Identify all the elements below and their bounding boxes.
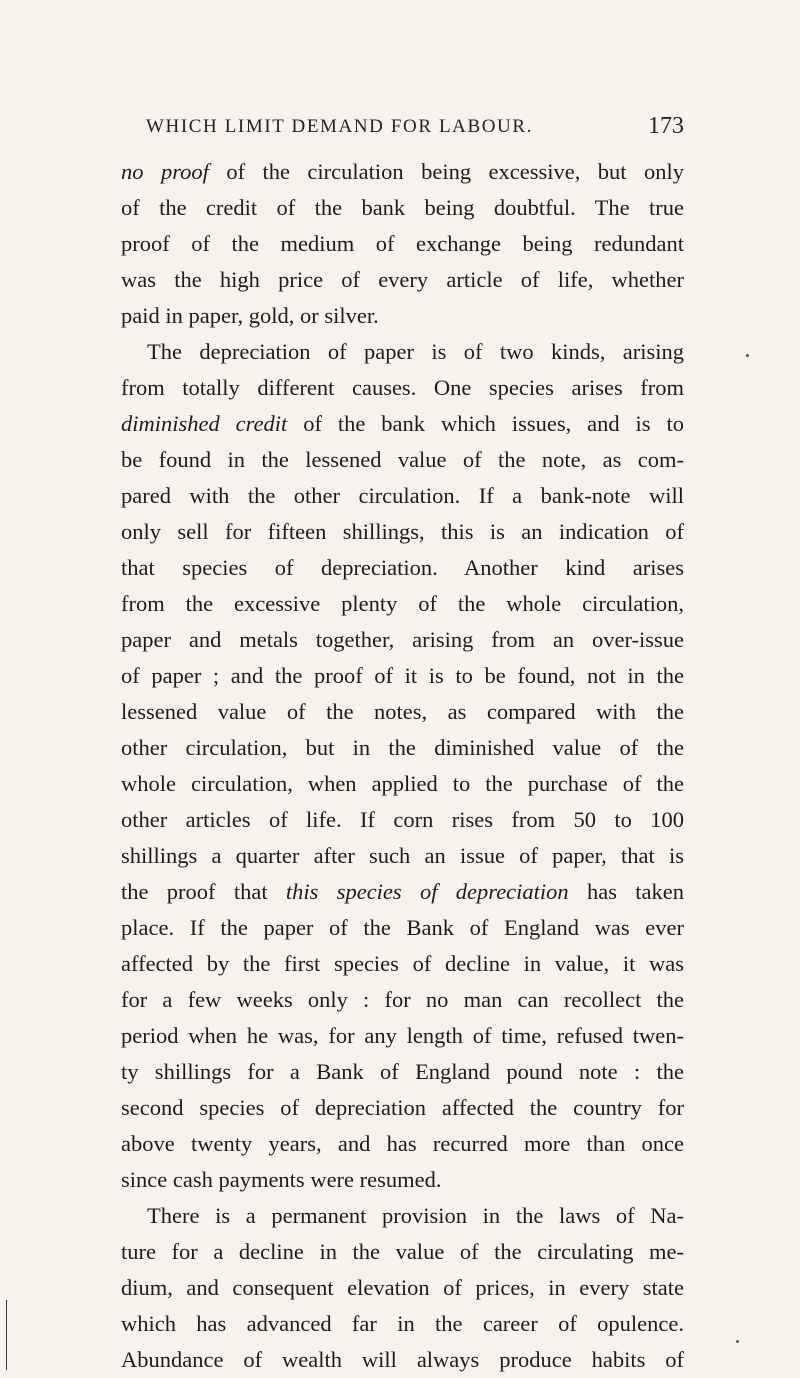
text-line: Abundance of wealth will always produce habits of	[121, 1347, 684, 1372]
text-line: lessened value of the notes, as compared with the	[121, 699, 684, 724]
text-line: affected by the first species of decline in value, it was	[121, 951, 684, 976]
text-line: ty shillings for a Bank of England pound note : the	[121, 1059, 684, 1084]
text-line: period when he was, for any length of time, refused twen-	[121, 1023, 684, 1048]
text-line: pared with the other circulation. If a bank-note will	[121, 483, 684, 508]
text-line: whole circulation, when applied to the purchase of the	[121, 771, 684, 796]
text-span: the proof that	[121, 879, 286, 904]
paragraph-start: The depreciation of paper is of two kinds, arising	[147, 339, 684, 364]
text-line: second species of depreciation affected the country for	[121, 1095, 684, 1120]
text-line: which has advanced far in the career of opulence.	[121, 1311, 684, 1336]
italic-phrase: diminished credit	[121, 411, 288, 436]
text-line: dium, and consequent elevation of prices, in every state	[121, 1275, 684, 1300]
text-line: for a few weeks only : for no man can recollect the	[121, 987, 684, 1012]
paragraph-start: There is a permanent provision in the laws of Na-	[147, 1203, 684, 1228]
text-line: shillings a quarter after such an issue of paper, that is	[121, 843, 684, 868]
text-line: ture for a decline in the value of the circulating me-	[121, 1239, 684, 1264]
text-line: only sell for fifteen shillings, this is an indication of	[121, 519, 684, 544]
page-number: 173	[648, 113, 684, 139]
text-line: of the credit of the bank being doubtful. The true	[121, 195, 684, 220]
text-line: paper and metals together, arising from an over-issue	[121, 627, 684, 652]
text-span: of the circulation being excessive, but only	[208, 159, 684, 184]
text-line: proof of the medium of exchange being redundant	[121, 231, 684, 256]
body-text	[121, 154, 684, 1378]
text-line: from the excessive plenty of the whole circulation,	[121, 591, 684, 616]
text-line	[121, 406, 684, 442]
running-head	[146, 113, 684, 146]
running-title: WHICH LIMIT DEMAND FOR LABOUR.	[146, 116, 534, 137]
text-line: above twenty years, and has recurred more than once	[121, 1131, 684, 1156]
italic-phrase: no proof	[121, 159, 209, 184]
text-line: of paper ; and the proof of it is to be found, not in the	[121, 663, 684, 688]
text-line: that species of depreciation. Another kind arises	[121, 555, 684, 580]
page-edge-mark	[6, 1300, 7, 1370]
text-line: since cash payments were resumed.	[121, 1167, 442, 1192]
text-line: from totally different causes. One species arises from	[121, 375, 684, 400]
text-line: place. If the paper of the Bank of England was ever	[121, 915, 684, 940]
paper-speck	[736, 1340, 739, 1343]
text-span: of the bank which issues, and is to	[287, 411, 684, 436]
text-line: be found in the lessened value of the note, as com-	[121, 447, 684, 472]
text-line	[121, 874, 684, 910]
text-line	[121, 154, 684, 190]
text-span: has taken	[568, 879, 685, 904]
text-line: was the high price of every article of life, whether	[121, 267, 684, 292]
text-line: other articles of life. If corn rises from 50 to 100	[121, 807, 684, 832]
text-line: paid in paper, gold, or silver.	[121, 303, 379, 328]
paper-speck	[746, 354, 749, 357]
italic-phrase: this species of depreciation	[285, 879, 569, 904]
text-line: other circulation, but in the diminished value of the	[121, 735, 684, 760]
